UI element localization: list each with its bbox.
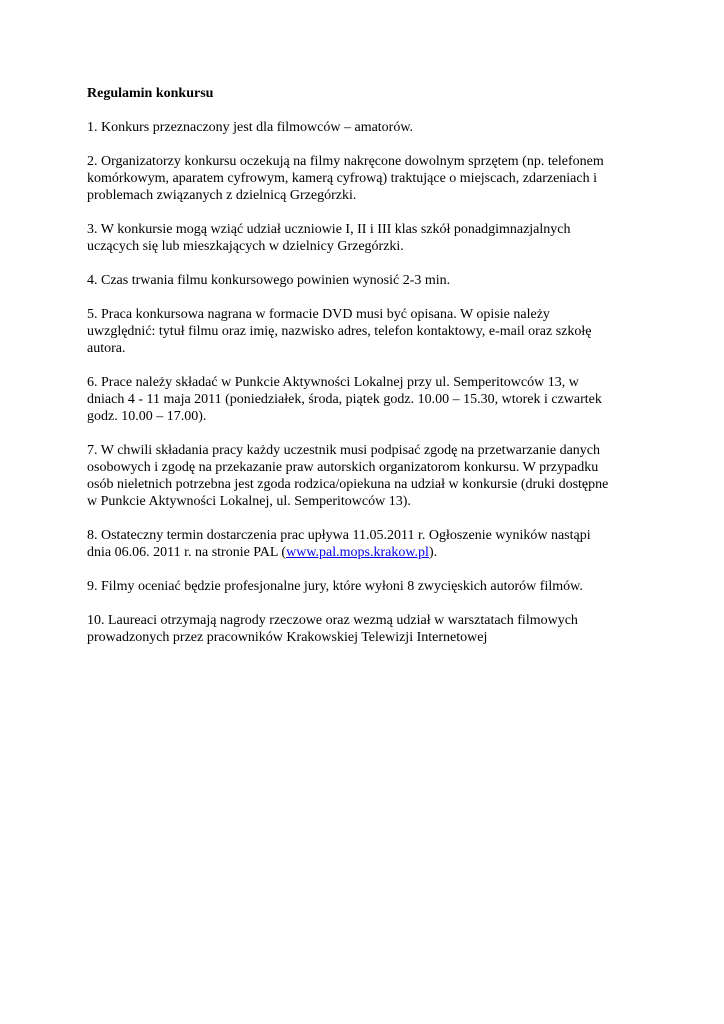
rule-paragraph-9	[87, 578, 647, 595]
rule-paragraph-4	[87, 272, 647, 289]
text-line: prowadzonych przez pracowników Krakowskiej Telewizji Internetowej	[87, 630, 488, 645]
rule-paragraph-7	[87, 442, 647, 510]
rule-paragraph-1	[87, 119, 647, 136]
rule-paragraph-8	[87, 527, 647, 561]
text-line: dniach 4 - 11 maja 2011 (poniedziałek, środa, piątek godz. 10.00 – 15.30, wtorek i czwartek	[87, 392, 602, 407]
text-line: 2. Organizatorzy konkursu oczekują na filmy nakręcone dowolnym sprzętem (np. telefonem	[87, 154, 604, 169]
text-line: w Punkcie Aktywności Lokalnej, ul. Semperitowców 13).	[87, 494, 411, 509]
text-line: 5. Praca konkursowa nagrana w formacie DVD musi być opisana. W opisie należy	[87, 307, 550, 322]
text-line: 4. Czas trwania filmu konkursowego powinien wynosić 2-3 min.	[87, 273, 451, 288]
text-line: 1. Konkurs przeznaczony jest dla filmowców – amatorów.	[87, 120, 414, 135]
pal-website-link[interactable]: www.pal.mops.krakow.pl	[286, 545, 429, 560]
text-line: problemach związanych z dzielnicą Grzegórzki.	[87, 188, 357, 203]
rule-paragraph-2	[87, 153, 647, 204]
text-fragment: dnia 06.06. 2011 r. na stronie PAL (	[87, 545, 287, 560]
text-line-with-link	[87, 544, 647, 561]
text-line: uwzględnić: tytuł filmu oraz imię, nazwisko adres, telefon kontaktowy, e-mail oraz szkołę	[87, 324, 592, 339]
text-line: osób nieletnich potrzebna jest zgoda rodzica/opiekuna na udział w konkursie (druki dostępne	[87, 477, 609, 492]
rule-paragraph-3	[87, 221, 647, 255]
text-line: uczących się lub mieszkających w dzielnicy Grzegórzki.	[87, 239, 404, 254]
rule-paragraph-5	[87, 306, 647, 357]
text-line: 3. W konkursie mogą wziąć udział uczniowie I, II i III klas szkół ponadgimnazjalnych	[87, 222, 571, 237]
text-line: 7. W chwili składania pracy każdy uczestnik musi podpisać zgodę na przetwarzanie danych	[87, 443, 601, 458]
document-title: Regulamin konkursu	[87, 86, 214, 101]
text-line: autora.	[87, 341, 126, 356]
document-body	[87, 85, 647, 663]
text-line: 8. Ostateczny termin dostarczenia prac upływa 11.05.2011 r. Ogłoszenie wyników nastąpi	[87, 528, 591, 543]
text-line: godz. 10.00 – 17.00).	[87, 409, 207, 424]
text-line: komórkowym, aparatem cyfrowym, kamerą cyfrową) traktujące o miejscach, zdarzeniach i	[87, 171, 597, 186]
rule-paragraph-6	[87, 374, 647, 425]
text-line: 6. Prace należy składać w Punkcie Aktywności Lokalnej przy ul. Semperitowców 13, w	[87, 375, 579, 390]
text-line: osobowych i zgodę na przekazanie praw autorskich organizatorom konkursu. W przypadku	[87, 460, 599, 475]
text-fragment: ).	[428, 545, 438, 560]
text-line: 10. Laureaci otrzymają nagrody rzeczowe oraz wezmą udział w warsztatach filmowych	[87, 613, 578, 628]
rule-paragraph-10	[87, 612, 647, 646]
text-line: 9. Filmy oceniać będzie profesjonalne jury, które wyłoni 8 zwycięskich autorów filmów.	[87, 579, 583, 594]
